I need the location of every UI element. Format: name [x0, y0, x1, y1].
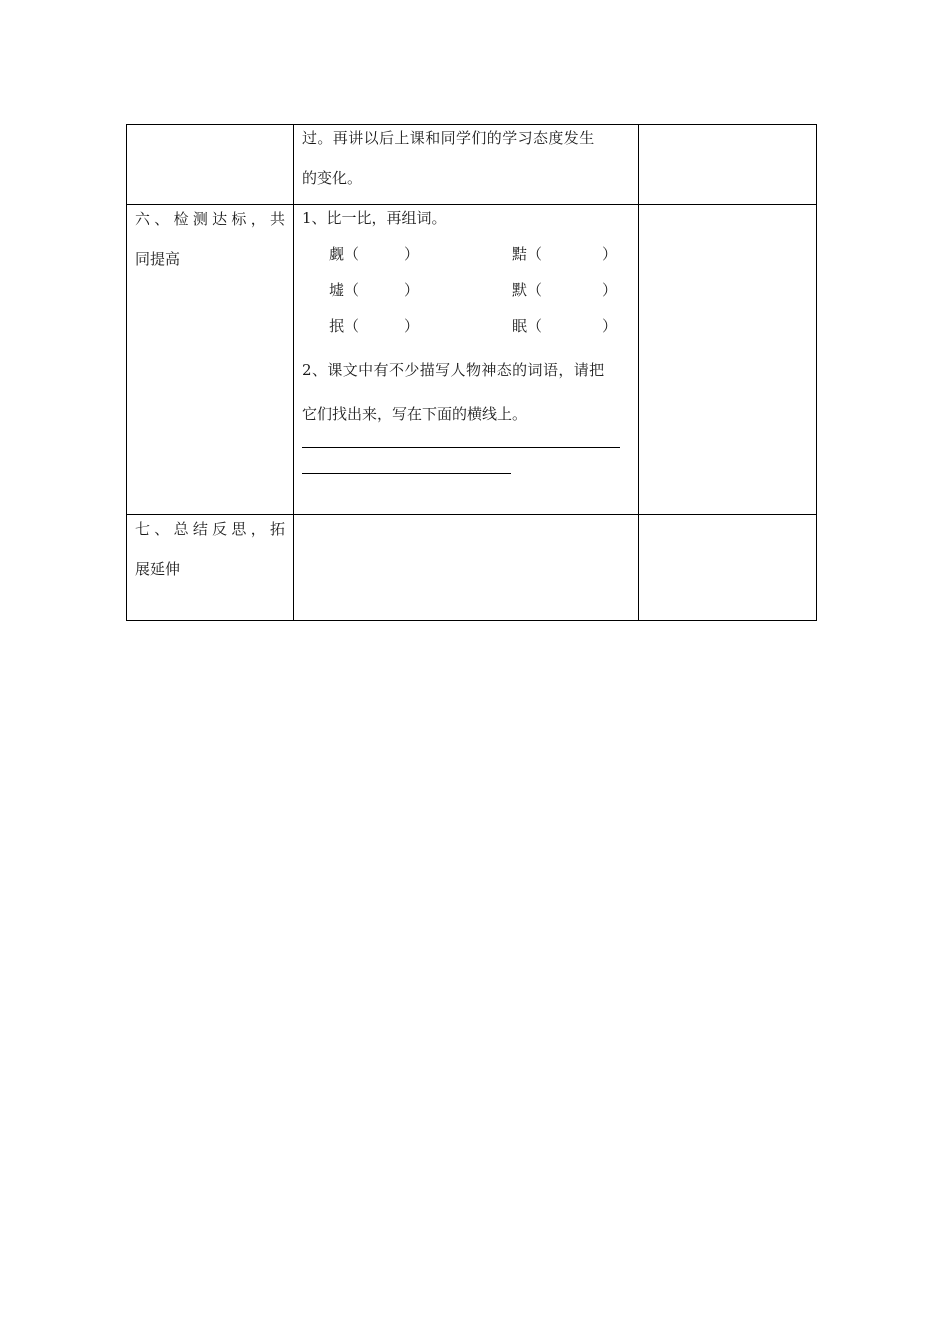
word-blank-left: 觑（ ）	[329, 245, 420, 263]
notes-cell	[639, 515, 817, 621]
stage-title-line: 六、检测达标，共	[135, 210, 285, 228]
stage-cell	[127, 125, 294, 205]
activity-cell	[294, 125, 639, 205]
answer-blank-line	[302, 447, 620, 448]
question-2-line: 它们找出来，写在下面的横线上。	[302, 405, 528, 423]
exercise-question-2	[302, 348, 630, 436]
activity-cell	[294, 205, 639, 515]
stage-cell	[127, 205, 294, 515]
word-blank-right: 默（ ）	[512, 281, 618, 299]
word-blank-left: 墟（ ）	[329, 281, 420, 299]
activity-text-line: 的变化。	[302, 169, 363, 187]
table-row	[127, 125, 817, 205]
exercise-question-1: 1、比一比，再组词。	[302, 209, 447, 227]
lesson-plan-table	[126, 124, 817, 621]
table-row	[127, 205, 817, 515]
question-2-line: 2、课文中有不少描写人物神态的词语，请把	[302, 361, 605, 379]
word-pair-grid	[302, 236, 630, 344]
activity-text-line: 过。再讲以后上课和同学们的学习态度发生	[302, 129, 595, 147]
answer-blank-line	[302, 473, 511, 474]
table-row	[127, 515, 817, 621]
activity-cell	[294, 515, 639, 621]
word-blank-right: 眠（ ）	[512, 317, 618, 335]
word-blank-right: 黠（ ）	[512, 245, 618, 263]
stage-cell	[127, 515, 294, 621]
stage-title-line: 同提高	[135, 250, 181, 268]
notes-cell	[639, 125, 817, 205]
word-blank-left: 抿（ ）	[329, 317, 420, 335]
stage-title-line: 展延伸	[135, 560, 181, 578]
stage-title-line: 七、总结反思，拓	[135, 520, 285, 538]
notes-cell	[639, 205, 817, 515]
